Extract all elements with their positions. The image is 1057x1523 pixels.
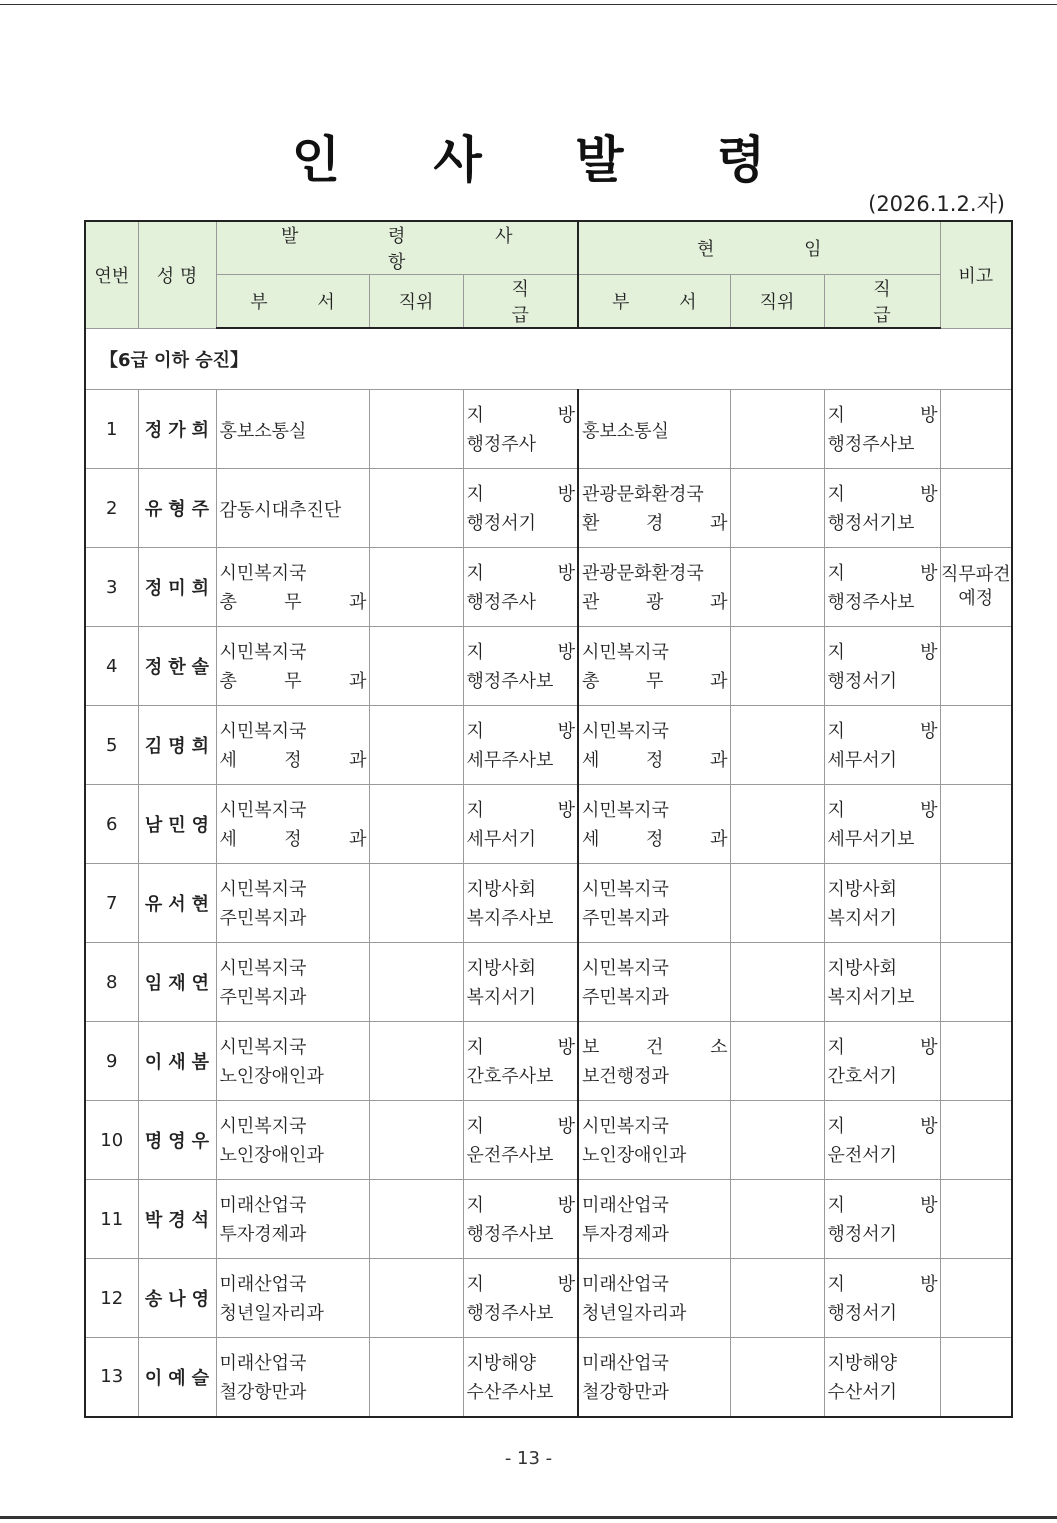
new-dept-line: 주민복지과: [219, 908, 307, 929]
new-grade-cell: [463, 1180, 578, 1259]
cur-grade-line: 지 방: [827, 1195, 938, 1216]
new-dept-cell: [216, 1180, 369, 1259]
new-grade-line: 지 방: [466, 1195, 575, 1216]
cur-grade-line: 행정주사보: [827, 592, 915, 613]
cur-dept-cell: [578, 1022, 730, 1101]
cur-grade-line: 복지서기: [827, 908, 898, 929]
new-dept-line: 시민복지국: [219, 1037, 307, 1058]
cur-dept-cell: [578, 706, 730, 785]
new-dept-line: 미래산업국: [219, 1274, 307, 1295]
table-row: [85, 390, 1012, 469]
new-grade-line: 운전주사보: [466, 1145, 554, 1166]
row-number: 1: [85, 390, 138, 469]
cur-dept-cell: [578, 548, 730, 627]
new-dept-line: 시민복지국: [219, 958, 307, 979]
new-dept-cell: [216, 469, 369, 548]
cur-dept-line: 관광문화환경국: [582, 484, 704, 505]
new-dept-line: 청년일자리과: [219, 1303, 324, 1324]
table-row: [85, 548, 1012, 627]
header-cur-dept: 부 서: [578, 275, 730, 329]
new-grade-line: 지 방: [466, 405, 575, 426]
note-cell: [940, 1259, 1012, 1338]
new-dept-cell: [216, 1259, 369, 1338]
new-dept-cell: [216, 943, 369, 1022]
new-dept-line: 투자경제과: [219, 1224, 307, 1245]
table-row: [85, 1180, 1012, 1259]
cur-grade-cell: [824, 390, 940, 469]
cur-position-cell: [730, 1259, 824, 1338]
row-number: 8: [85, 943, 138, 1022]
new-position-cell: [369, 864, 463, 943]
new-grade-line: 지방해양: [466, 1352, 537, 1374]
cur-dept-line: 관 광 과: [582, 592, 728, 613]
new-position-cell: [369, 1101, 463, 1180]
person-name: 정한솔: [138, 627, 216, 706]
new-dept-line: 주민복지과: [219, 987, 307, 1008]
new-dept-line: 감동시대추진단: [219, 500, 342, 521]
cur-dept-cell: [578, 943, 730, 1022]
cur-position-cell: [730, 548, 824, 627]
new-position-cell: [369, 943, 463, 1022]
document-title: 인 사 발 령: [291, 131, 804, 189]
cur-dept-line: 총 무 과: [582, 671, 728, 692]
cur-grade-cell: [824, 1022, 940, 1101]
cur-position-cell: [730, 1101, 824, 1180]
new-grade-line: 간호주사보: [466, 1066, 554, 1087]
new-grade-cell: [463, 548, 578, 627]
cur-position-cell: [730, 469, 824, 548]
table-row: [85, 785, 1012, 864]
cur-dept-line: 시민복지국: [582, 879, 669, 900]
new-dept-line: 시민복지국: [219, 642, 307, 663]
section-title: 【6급 이하 승진】: [85, 328, 1012, 390]
cur-dept-line: 청년일자리과: [582, 1303, 687, 1324]
header-cur-position: 직위: [730, 275, 824, 329]
cur-grade-line: 지 방: [827, 642, 938, 663]
cur-grade-line: 행정서기보: [827, 513, 915, 534]
person-name: 임재연: [138, 943, 216, 1022]
new-dept-line: 노인장애인과: [219, 1066, 324, 1087]
new-grade-line: 지 방: [466, 484, 575, 505]
new-grade-cell: [463, 1101, 578, 1180]
person-name: 유형주: [138, 469, 216, 548]
note-cell: [940, 864, 1012, 943]
cur-dept-cell: [578, 469, 730, 548]
cur-dept-cell: [578, 1259, 730, 1338]
cur-grade-line: 운전서기: [827, 1145, 898, 1166]
cur-grade-line: 지 방: [827, 800, 938, 821]
new-grade-line: 행정주사: [466, 434, 537, 455]
cur-dept-line: 미래산업국: [582, 1195, 669, 1216]
cur-position-cell: [730, 785, 824, 864]
cur-dept-line: 주민복지과: [582, 987, 669, 1008]
cur-grade-cell: [824, 548, 940, 627]
new-dept-cell: [216, 706, 369, 785]
cur-dept-line: 미래산업국: [582, 1274, 669, 1295]
cur-dept-line: 보 건 소: [582, 1037, 728, 1058]
new-position-cell: [369, 627, 463, 706]
cur-grade-line: 행정서기: [827, 1303, 898, 1324]
header-new-position: 직위: [369, 275, 463, 329]
header-current-group: 현 임: [578, 221, 940, 275]
header-order-group: 발 령 사 항: [216, 221, 578, 275]
new-dept-line: 시민복지국: [219, 563, 307, 584]
header-seq: 연번: [85, 221, 138, 328]
cur-grade-line: 지 방: [827, 1037, 938, 1058]
cur-dept-cell: [578, 627, 730, 706]
cur-dept-cell: [578, 1180, 730, 1259]
cur-grade-cell: [824, 469, 940, 548]
new-dept-line: 시민복지국: [219, 800, 307, 821]
new-grade-cell: [463, 390, 578, 469]
cur-dept-line: 투자경제과: [582, 1224, 669, 1245]
new-grade-cell: [463, 864, 578, 943]
person-name: 남민영: [138, 785, 216, 864]
cur-dept-line: 세 정 과: [582, 829, 728, 850]
new-dept-line: 홍보소통실: [219, 421, 307, 442]
new-grade-line: 세무주사보: [466, 750, 554, 771]
cur-dept-line: 시민복지국: [582, 721, 669, 742]
header-new-grade: 직 급: [463, 275, 578, 329]
header-name: 성 명: [138, 221, 216, 328]
new-dept-line: 총 무 과: [219, 592, 367, 613]
cur-grade-line: 지방사회: [827, 879, 898, 900]
new-grade-cell: [463, 627, 578, 706]
cur-dept-cell: [578, 1101, 730, 1180]
note-cell: [940, 1180, 1012, 1259]
new-position-cell: [369, 1259, 463, 1338]
row-number: 6: [85, 785, 138, 864]
cur-grade-line: 간호서기: [827, 1066, 898, 1087]
cur-position-cell: [730, 390, 824, 469]
new-position-cell: [369, 1022, 463, 1101]
note-cell: [940, 943, 1012, 1022]
cur-grade-line: 지 방: [827, 484, 938, 505]
row-number: 5: [85, 706, 138, 785]
cur-grade-cell: [824, 1180, 940, 1259]
table-row: [85, 1022, 1012, 1101]
new-position-cell: [369, 785, 463, 864]
top-rule: [0, 4, 1057, 5]
new-dept-cell: [216, 785, 369, 864]
note-cell: [940, 469, 1012, 548]
cur-grade-line: 행정서기: [827, 671, 898, 692]
new-position-cell: [369, 1180, 463, 1259]
table-row: [85, 1338, 1012, 1417]
person-name: 송나영: [138, 1259, 216, 1338]
new-grade-cell: [463, 1338, 578, 1417]
person-name: 명영우: [138, 1101, 216, 1180]
cur-grade-cell: [824, 943, 940, 1022]
cur-grade-line: 수산서기: [827, 1381, 898, 1403]
cur-dept-line: 노인장애인과: [582, 1145, 687, 1166]
new-dept-line: 철강항만과: [219, 1381, 307, 1403]
row-number: 12: [85, 1259, 138, 1338]
person-name: 정가희: [138, 390, 216, 469]
new-dept-cell: [216, 1022, 369, 1101]
new-position-cell: [369, 706, 463, 785]
new-dept-cell: [216, 1338, 369, 1417]
note-cell: [940, 706, 1012, 785]
cur-position-cell: [730, 1022, 824, 1101]
new-dept-line: 총 무 과: [219, 671, 367, 692]
row-number: 10: [85, 1101, 138, 1180]
cur-grade-line: 지방해양: [827, 1352, 898, 1374]
cur-dept-line: 시민복지국: [582, 800, 669, 821]
cur-dept-cell: [578, 785, 730, 864]
new-grade-line: 지 방: [466, 1274, 575, 1295]
row-number: 2: [85, 469, 138, 548]
cur-grade-line: 세무서기보: [827, 829, 915, 850]
table-row: [85, 627, 1012, 706]
new-grade-line: 지 방: [466, 1116, 575, 1137]
new-grade-line: 지방사회: [466, 879, 537, 900]
cur-dept-cell: [578, 864, 730, 943]
table-row: [85, 706, 1012, 785]
cur-dept-cell: [578, 390, 730, 469]
cur-grade-cell: [824, 785, 940, 864]
header-note: 비고: [940, 221, 1012, 328]
cur-dept-line: 주민복지과: [582, 908, 669, 929]
row-number: 13: [85, 1338, 138, 1417]
new-dept-cell: [216, 627, 369, 706]
note-cell: [940, 785, 1012, 864]
personnel-order-table: [84, 220, 1013, 1418]
new-grade-line: 행정주사보: [466, 1303, 554, 1324]
cur-grade-cell: [824, 1338, 940, 1417]
cur-dept-line: 시민복지국: [582, 642, 669, 663]
note-cell: 직무파견 예정: [940, 548, 1012, 627]
new-dept-line: 미래산업국: [219, 1195, 307, 1216]
new-grade-cell: [463, 1022, 578, 1101]
new-dept-cell: [216, 1101, 369, 1180]
new-dept-line: 미래산업국: [219, 1352, 307, 1374]
note-cell: [940, 627, 1012, 706]
cur-grade-cell: [824, 706, 940, 785]
new-dept-line: 노인장애인과: [219, 1145, 324, 1166]
page-number: - 13 -: [504, 1448, 553, 1469]
bottom-rule: [0, 1516, 1057, 1519]
cur-grade-line: 행정주사보: [827, 434, 915, 455]
note-cell: [940, 390, 1012, 469]
new-grade-line: 행정주사보: [466, 671, 554, 692]
new-grade-line: 지 방: [466, 563, 575, 584]
note-cell: [940, 1101, 1012, 1180]
new-dept-line: 시민복지국: [219, 1116, 307, 1137]
new-grade-line: 지방사회: [466, 958, 537, 979]
row-number: 9: [85, 1022, 138, 1101]
new-grade-cell: [463, 706, 578, 785]
cur-grade-line: 지 방: [827, 563, 938, 584]
row-number: 7: [85, 864, 138, 943]
person-name: 정미희: [138, 548, 216, 627]
table-row: [85, 1259, 1012, 1338]
cur-dept-line: 홍보소통실: [582, 421, 669, 442]
new-grade-line: 행정주사보: [466, 1224, 554, 1245]
header-new-dept: 부 서: [216, 275, 369, 329]
cur-dept-line: 관광문화환경국: [582, 563, 704, 584]
new-grade-line: 행정주사: [466, 592, 537, 613]
new-grade-line: 복지주사보: [466, 908, 554, 929]
new-grade-line: 복지서기: [466, 987, 537, 1008]
cur-position-cell: [730, 706, 824, 785]
cur-grade-cell: [824, 864, 940, 943]
new-grade-cell: [463, 785, 578, 864]
cur-grade-cell: [824, 1101, 940, 1180]
person-name: 유서현: [138, 864, 216, 943]
cur-position-cell: [730, 1180, 824, 1259]
new-dept-line: 시민복지국: [219, 879, 307, 900]
person-name: 박경석: [138, 1180, 216, 1259]
cur-dept-line: 시민복지국: [582, 1116, 669, 1137]
cur-grade-line: 지 방: [827, 1274, 938, 1295]
new-grade-line: 행정서기: [466, 513, 537, 534]
new-grade-line: 지 방: [466, 1037, 575, 1058]
order-date: (2026.1.2.자): [868, 192, 1005, 216]
new-position-cell: [369, 390, 463, 469]
cur-dept-line: 보건행정과: [582, 1066, 669, 1087]
new-dept-line: 세 정 과: [219, 829, 367, 850]
table-row: [85, 469, 1012, 548]
cur-grade-cell: [824, 627, 940, 706]
new-grade-line: 지 방: [466, 721, 575, 742]
new-grade-line: 지 방: [466, 800, 575, 821]
new-grade-cell: [463, 1259, 578, 1338]
note-cell: [940, 1022, 1012, 1101]
new-position-cell: [369, 1338, 463, 1417]
cur-grade-line: 지방사회: [827, 958, 898, 979]
table-row: [85, 864, 1012, 943]
new-position-cell: [369, 469, 463, 548]
new-position-cell: [369, 548, 463, 627]
row-number: 4: [85, 627, 138, 706]
cur-grade-line: 지 방: [827, 405, 938, 426]
person-name: 김명희: [138, 706, 216, 785]
new-grade-line: 지 방: [466, 642, 575, 663]
new-grade-cell: [463, 469, 578, 548]
cur-position-cell: [730, 627, 824, 706]
new-grade-cell: [463, 943, 578, 1022]
row-number: 3: [85, 548, 138, 627]
cur-dept-cell: [578, 1338, 730, 1417]
cur-grade-line: 복지서기보: [827, 987, 915, 1008]
cur-position-cell: [730, 1338, 824, 1417]
cur-dept-line: 세 정 과: [582, 750, 728, 771]
cur-grade-cell: [824, 1259, 940, 1338]
cur-grade-line: 지 방: [827, 721, 938, 742]
new-grade-line: 수산주사보: [466, 1381, 554, 1403]
note-cell: [940, 1338, 1012, 1417]
person-name: 이새봄: [138, 1022, 216, 1101]
cur-position-cell: [730, 864, 824, 943]
cur-dept-line: 철강항만과: [582, 1381, 669, 1403]
table-row: [85, 943, 1012, 1022]
new-grade-line: 세무서기: [466, 829, 537, 850]
order-rows: [85, 390, 1012, 1417]
cur-grade-line: 행정서기: [827, 1224, 898, 1245]
row-number: 11: [85, 1180, 138, 1259]
table-row: [85, 1101, 1012, 1180]
new-dept-cell: [216, 548, 369, 627]
person-name: 이예슬: [138, 1338, 216, 1417]
new-dept-cell: [216, 864, 369, 943]
new-dept-line: 세 정 과: [219, 750, 367, 771]
new-dept-line: 시민복지국: [219, 721, 307, 742]
cur-dept-line: 환 경 과: [582, 513, 728, 534]
cur-position-cell: [730, 943, 824, 1022]
header-cur-grade: 직 급: [824, 275, 940, 329]
cur-grade-line: 지 방: [827, 1116, 938, 1137]
cur-dept-line: 시민복지국: [582, 958, 669, 979]
new-dept-cell: [216, 390, 369, 469]
cur-grade-line: 세무서기: [827, 750, 898, 771]
cur-dept-line: 미래산업국: [582, 1352, 669, 1374]
